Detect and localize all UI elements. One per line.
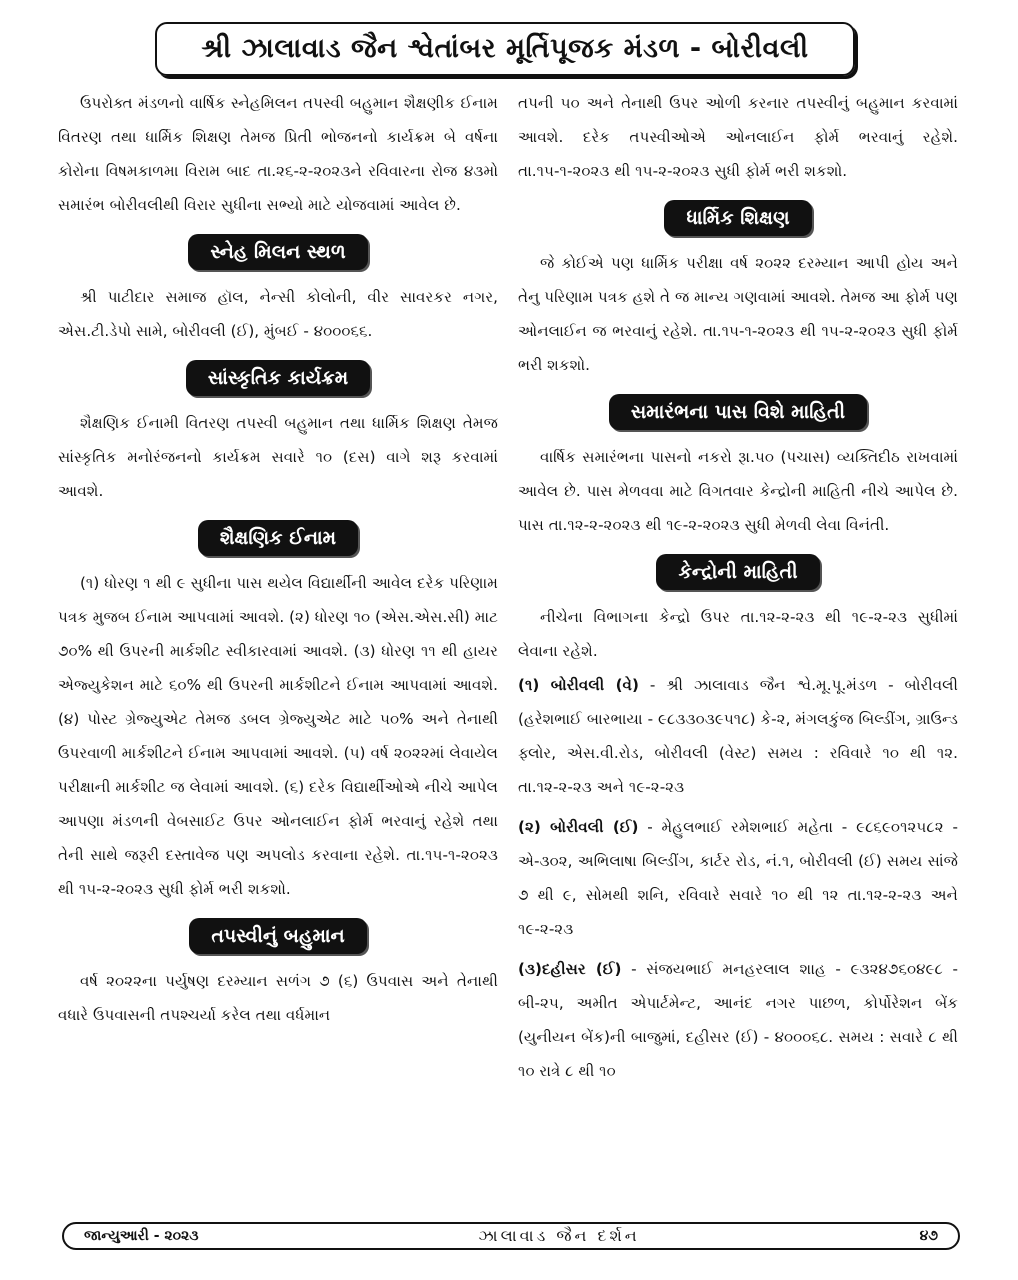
cultural-paragraph: શૈક્ષણિક ઈનામી વિતરણ તપસ્વી બહુમાન તથા ધાર્મિક શિક્ષણ તેમજ સાંસ્કૃતિક મનોરંજનનો કાર્યક્રમ સવારે ૧૦ (દસ) વાગે શરૂ કરવામાં આવશે. xyxy=(58,414,498,500)
religious-paragraph: જે કોઈએ પણ ધાર્મિક પરીક્ષા વર્ષ ૨૦૨૨ દરમ્યાન આપી હોય અને તેનુ પરિણામ પત્રક હશે તે જ માન્ય ગણવામાં આવશે. તેમજ આ ફોર્મ પણ ઓનલાઈન જ ભરવાનું રહેશે. તા.૧૫-૧-૨૦૨૩ થી ૧૫-૨-૨૦૨૩ સુધી ફોર્મ ભરી શકશો. xyxy=(518,254,958,374)
centers-heading: કેન્દ્રોની માહિતી xyxy=(656,554,819,590)
pass-heading: સમારંભના પાસ વિશે માહિતી xyxy=(609,394,867,430)
center-entry xyxy=(518,668,958,804)
intro-paragraph: ઉપરોક્ત મંડળનો વાર્ષિક સ્નેહમિલન તપસ્વી બહુમાન શૈક્ષણીક ઈનામ વિતરણ તથા ધાર્મિક શિક્ષણ તેમજ પ્રિતી ભોજનનો કાર્યક્રમ બે વર્ષના કોરોના વિષમકાળમા વિરામ બાદ તા.૨૬-૨-૨૦૨૩ને રવિવારના રોજ ૪૩મો સમારંભ બોરીવલીથી વિરાર સુધીના સભ્યો માટે યોજવામાં આવેલ છે. xyxy=(58,94,498,214)
center-details: - સંજયભાઈ મનહરલાલ શાહ - ૯૩૨૪૭૬૦૪૯૮ - બી-૨૫, અમીત એપાર્ટમેન્ટ, આનંદ નગર પાછળ, કોર્પોરેશન બેંક (યુનીયન બેંક)ની બાજુમાં, દહીસર (ઈ) - ૪૦૦૦૬૮. સમય : સવારે ૮ થી ૧૦ રાત્રે ૮ થી ૧૦ xyxy=(518,960,958,1080)
page-footer xyxy=(62,1222,960,1250)
religious-heading: ધાર્મિક શિક્ષણ xyxy=(664,200,811,236)
cultural-heading: સાંસ્કૃતિક કાર્યક્રમ xyxy=(186,360,370,396)
pass-paragraph: વાર્ષિક સમારંભના પાસનો નકરો રૂા.૫૦ (પચાસ) વ્યક્તિદીઠ રાખવામાં આવેલ છે. પાસ મેળવવા માટે વિગતવાર કેન્દ્રોની માહિતી નીચે આપેલ છે. પાસ તા.૧૨-૨-૨૦૨૩ થી ૧૯-૨-૨૦૨૩ સુધી મેળવી લેવા વિનંતી. xyxy=(518,448,958,534)
centers-intro: નીચેના વિભાગના કેન્દ્રો ઉપર તા.૧૨-૨-૨૩ થી ૧૯-૨-૨૩ સુધીમાં લેવાના રહેશે. xyxy=(518,608,958,660)
footer-date: જાન્યુઆરી - ૨૦૨૩ xyxy=(84,1228,199,1244)
right-column xyxy=(518,86,958,1088)
center-entry xyxy=(518,952,958,1088)
center-name: (૨) બોરીવલી (ઈ) xyxy=(518,818,639,836)
education-heading: શૈક્ષણિક ઈનામ xyxy=(198,520,358,556)
venue-heading: સ્નેહ મિલન સ્થળ xyxy=(188,234,367,270)
tapasvi-paragraph: વર્ષ ૨૦૨૨ના પર્યુષણ દરમ્યાન સળંગ ૭ (૬) ઉપવાસ અને તેનાથી વધારે ઉપવાસની તપશ્ચર્યા કરેલ તથા વર્ધમાન xyxy=(58,972,498,1024)
center-details: - શ્રી ઝાલાવાડ જૈન શ્વે.મૂ.પૂ.મંડળ - બોરીવલી (હરેશભાઈ બારભાયા - ૯૮૩૩૦૩૯૫૧૮) કે-૨, મંગલકુંજ બિલ્ડીંગ, ગ્રાઉન્ડ ફ્લોર, એસ.વી.રોડ, બોરીવલી (વેસ્ટ) સમય : રવિવારે ૧૦ થી ૧૨. તા.૧૨-૨-૨૩ અને ૧૯-૨-૨૩ xyxy=(518,676,959,796)
center-name: (૩)દહીસર (ઈ) xyxy=(518,960,622,978)
page-number: ૪૭ xyxy=(919,1228,938,1244)
page-title: શ્રી ઝાલાવાડ જૈન શ્વેતાંબર મૂર્તિપૂજક મંડળ - બોરીવલી xyxy=(155,22,855,76)
tapasvi-heading: તપસ્વીનું બહુમાન xyxy=(189,918,366,954)
center-name: (૧) બોરીવલી (વે) xyxy=(518,676,639,694)
education-paragraph: (૧) ધોરણ ૧ થી ૯ સુધીના પાસ થયેલ વિદ્યાર્થીની આવેલ દરેક પરિણામ પત્રક મુજબ ઈનામ આપવામાં આવશે. (૨) ધોરણ ૧૦ (એસ.એસ.સી) માટ ૭૦% થી ઉપરની માર્કશીટ સ્વીકારવામાં આવશે. (૩) ધોરણ ૧૧ થી હાયર એજ્યુકેશન માટે ૬૦% થી ઉપરની માર્કશીટને ઈનામ આપવામાં આવશે. (૪) પોસ્ટ ગ્રેજ્યુએટ તેમજ ડબલ ગ્રેજ્યુએટ માટે ૫૦% અને તેનાથી ઉપરવાળી માર્કશીટને ઈનામ આપવામાં આવશે. (૫) વર્ષ ૨૦૨૨માં લેવાયેલ પરીક્ષાની માર્કશીટ જ લેવામાં આવશે. (૬) દરેક વિદ્યાર્થીઓએ નીચે આપેલ આપણા મંડળની વેબસાઈટ ઉપર ઓનલાઈન ફોર્મ ભરવાનું રહેશે તથા તેની સાથે જરૂરી દસ્તાવેજ પણ અપલોડ કરવાના રહેશે. તા.૧૫-૧-૨૦૨૩ થી ૧૫-૨-૨૦૨૩ સુધી ફોર્મ ભરી શકશો. xyxy=(58,574,498,898)
center-details: - મેહુલભાઈ રમેશભાઈ મહેતા - ૯૮૬૯૦૧૨૫૮૨ - એ-૩૦૨, અભિલાષા બિલ્ડીંગ, કાર્ટર રોડ, નં.૧, બોરીવલી (ઈ) સમય સાંજે ૭ થી ૯, સોમથી શનિ, રવિવારે સવારે ૧૦ થી ૧૨ તા.૧૨-૨-૨૩ અને ૧૯-૨-૨૩ xyxy=(518,818,958,938)
tapasvi-continued-paragraph: તપની ૫૦ અને તેનાથી ઉપર ઓળી કરનાર તપસ્વીનું બહુમાન કરવામાં આવશે. દરેક તપસ્વીઓએ ઓનલાઈન ફોર્મ ભરવાનું રહેશે. તા.૧૫-૧-૨૦૨૩ થી ૧૫-૨-૨૦૨૩ સુધી ફોર્મ ભરી શકશો. xyxy=(518,94,958,180)
footer-publication: ઝાલાવાડ જૈન દર્શન xyxy=(478,1226,640,1245)
venue-paragraph: શ્રી પાટીદાર સમાજ હૉલ, નેન્સી કોલોની, વીર સાવરકર નગર, એસ.ટી.ડેપો સામે, બોરીવલી (ઈ), મુંબઈ - ૪૦૦૦૬૬. xyxy=(58,288,498,340)
left-column xyxy=(58,86,498,1032)
center-entry xyxy=(518,810,958,946)
